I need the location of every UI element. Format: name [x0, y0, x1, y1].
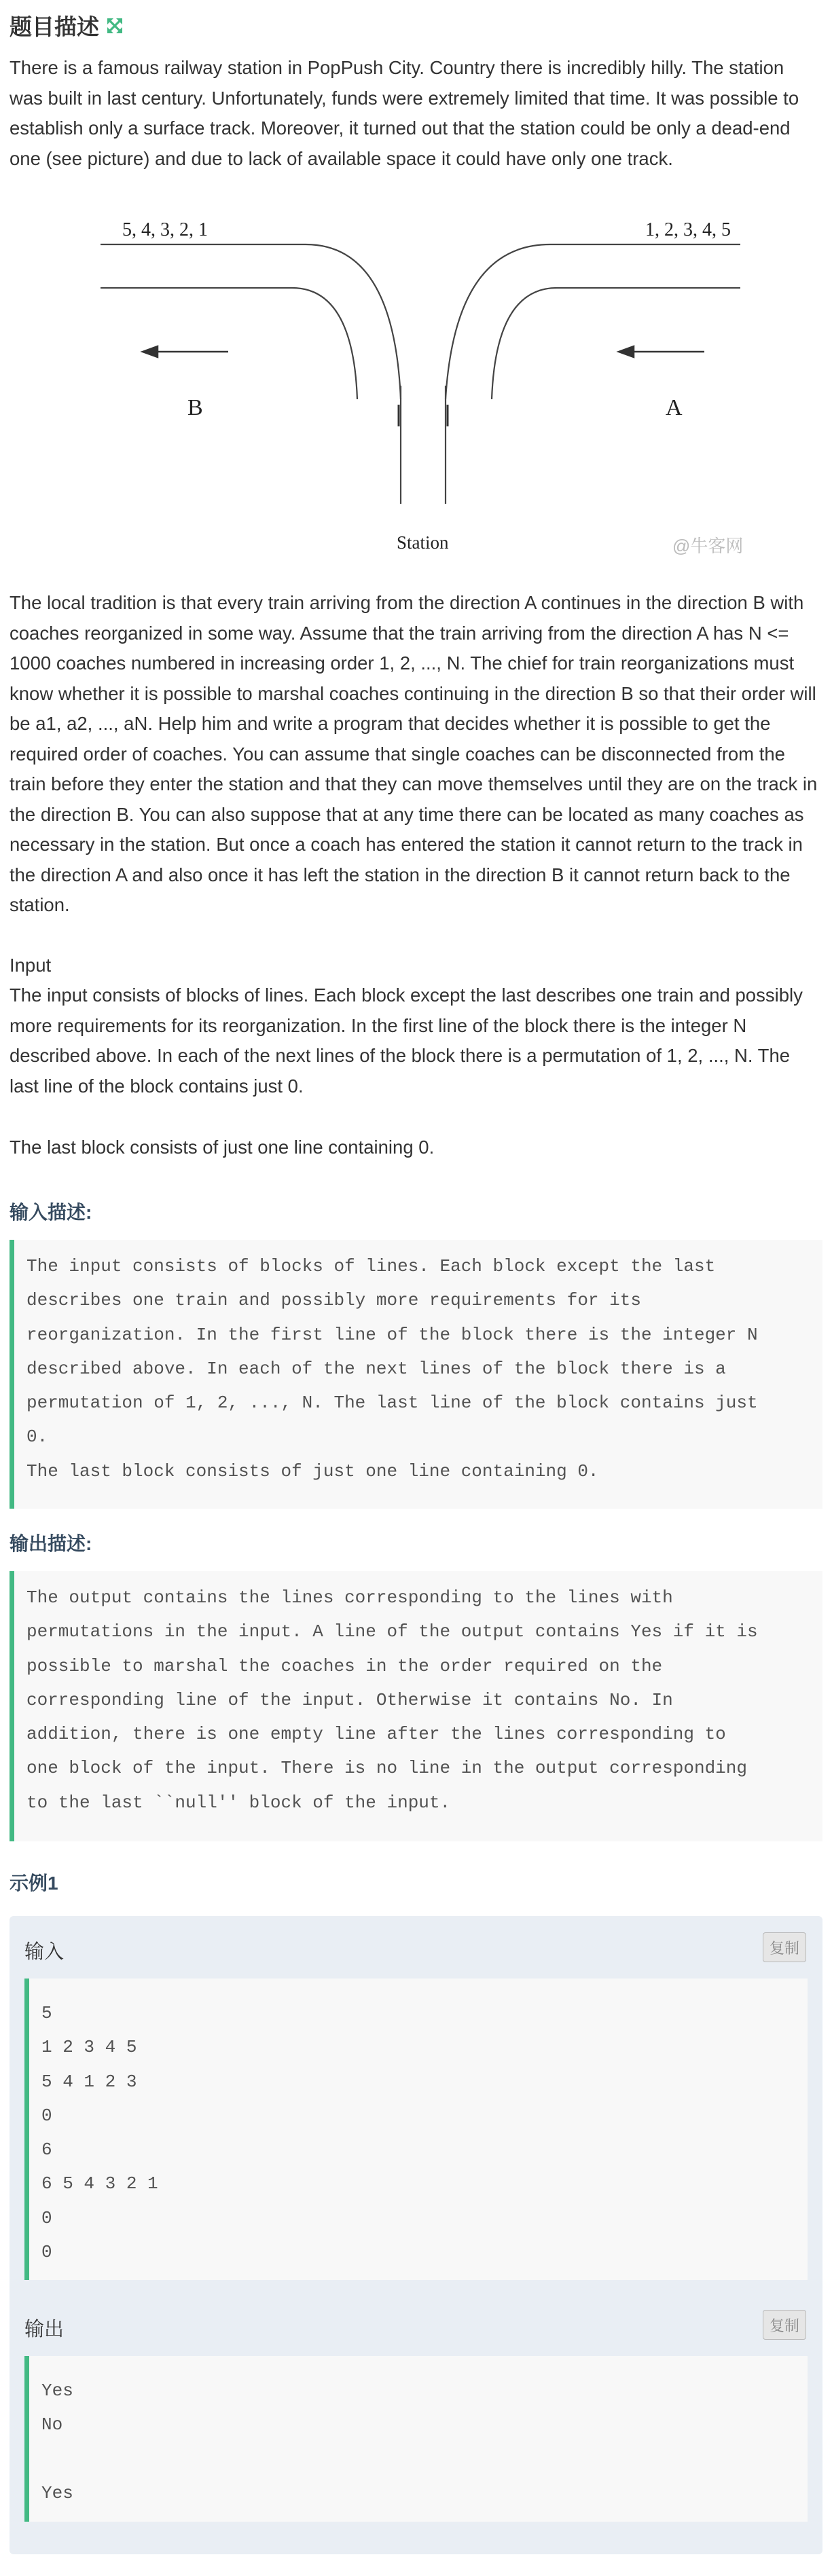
input-description-title: 输入描述:: [10, 1202, 92, 1223]
watermark-logo: @牛客网: [672, 536, 744, 556]
example-output-label: 输出: [24, 2319, 65, 2340]
example-output-text: Yes No Yes: [41, 2380, 73, 2503]
right-order-label: 1, 2, 3, 4, 5: [645, 219, 731, 240]
station-diagram: [88, 204, 829, 557]
title-row: [10, 10, 124, 41]
output-description-title: 输出描述:: [10, 1533, 92, 1554]
output-description-text: The output contains the lines corresponding to the lines with permutations in the input. A line of the output contains Yes if it is possible to marshal the coaches in the order required on the corresponding line of the input. Otherwise it contains No. In addition, there is one empty line after the lines corresponding to one block of the input. There is no line in the output corresponding to the last ``null'' block of the input.: [26, 1587, 758, 1813]
direction-b-label: B: [187, 395, 203, 420]
input-description-text: The input consists of blocks of lines. Each block except the last describes one train and possibly more requirements for its reorganization. In the first line of the block there is the integer N described above. In each of the next lines of the block there is a permutation of 1, 2, ..., N. The last line of the block contains just 0. The last block consists of just one line containing 0.: [26, 1256, 758, 1482]
direction-a-label: A: [666, 395, 683, 420]
example-input-text: 5 1 2 3 4 5 5 4 1 2 3 0 6 6 5 4 3 2 1 0 0: [41, 2003, 158, 2263]
copy-output-button[interactable]: 复制: [763, 2310, 806, 2340]
copy-input-button[interactable]: 复制: [763, 1932, 806, 1962]
input-heading-text: Input: [10, 955, 52, 976]
example-title: 示例1: [10, 1873, 58, 1894]
example-panel: [10, 1916, 822, 2554]
description-paragraph-4: The last block consists of just one line containing 0.: [10, 1137, 435, 1158]
input-description-box: [10, 1240, 822, 1509]
station-label: Station: [397, 532, 449, 553]
left-order-label: 5, 4, 3, 2, 1: [122, 219, 208, 240]
description-paragraph-1: There is a famous railway station in PopPush City. Country there is incredibly hilly. The station was built in last century. Unfortunately, funds were extremely limited that time. It was possible to establish only a surface track. Moreover, it turned out that the station could be only a dead-end one (see picture) and due to lack of available space it could have only one track.: [10, 57, 799, 169]
example-input-label: 输入: [24, 1941, 65, 1963]
expand-arrows-icon[interactable]: [106, 17, 124, 35]
example-output-box: [24, 2356, 808, 2522]
example-input-box: [24, 1979, 808, 2280]
description-paragraph-3: The input consists of blocks of lines. Each block except the last describes one train and possibly more requirements for its reorganization. In the first line of the block there is the integer N described above. In each of the next lines of the block there is a permutation of 1, 2, ..., N. The last line of the block contains just 0.: [10, 985, 803, 1097]
description-paragraph-2: The local tradition is that every train arriving from the direction A continues in the direction B with coaches reorganized in some way. Assume that the train arriving from the direction A has N <= 1000 coaches numbered in increasing order 1, 2, ..., N. The chief for train reorganizations must know whether it is possible to marshal coaches continuing in the direction B so that their order will be a1, a2, ..., aN. Help him and write a program that decides whether it is possible to get the required order of coaches. You can assume that single coaches can be disconnected from the train before they enter the station and that they can move themselves until they are on the track in the direction B. You can also suppose that at any time there can be located as many coaches as necessary in the station. But once a coach has entered the station it cannot return to the track in the direction A and also once it has left the station in the direction B it cannot return back to the station.: [10, 592, 818, 915]
page-title: 题目描述: [10, 14, 99, 39]
output-description-box: [10, 1571, 822, 1841]
